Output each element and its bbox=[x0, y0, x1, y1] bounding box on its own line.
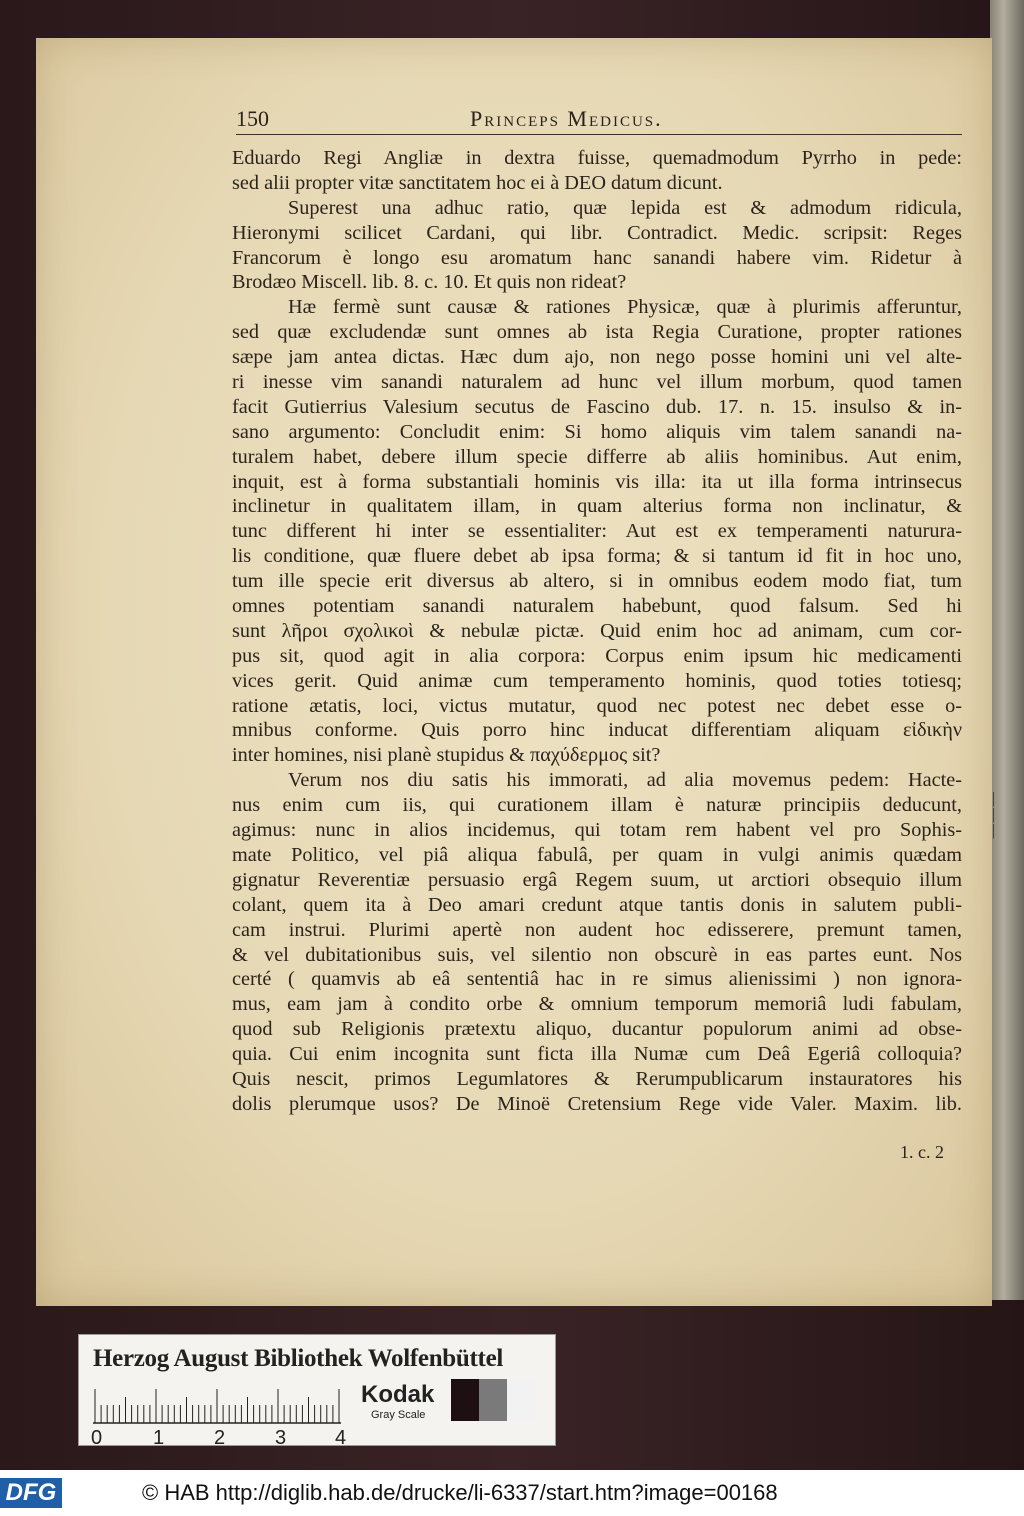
text-line: Quis nescit, primos Legumlatores & Rerumpublicarum instauratores his bbox=[232, 1067, 962, 1090]
text-line: Hæ fermè sunt causæ & rationes Physicæ, quæ à plurimis afferuntur, bbox=[288, 296, 962, 319]
running-title: Princeps Medicus. bbox=[470, 106, 663, 131]
text-line: vices gerit. Quid animæ cum temperamento hominis, quod toties totiesq; bbox=[232, 669, 962, 692]
text-line: sæpe jam antea dictas. Hæc dum ajo, non nego posse homini uni vel alte- bbox=[232, 346, 962, 369]
gray-swatch-dark bbox=[451, 1379, 479, 1421]
text-line: inquit, est à forma substantiali hominis vis illa: ita ut illa forma intrinsecus bbox=[232, 470, 962, 493]
text-line: turalem habet, debere illum specie differre ab aliis hominibus. Aut enim, bbox=[232, 445, 962, 468]
text-line: mus, eam jam à condito orbe & omnium temporum memoriâ ludi fabulam, bbox=[232, 993, 962, 1016]
footer-bar bbox=[0, 1470, 1024, 1516]
text-line: lis conditione, quæ fluere debet ab ipsa forma; & si tantum id fit in hoc uno, bbox=[232, 545, 962, 568]
text-line: Eduardo Regi Angliæ in dextra fuisse, quemadmodum Pyrrho in pede: bbox=[232, 147, 962, 169]
gray-swatch-light bbox=[507, 1379, 535, 1421]
ruler-number: 3 bbox=[275, 1427, 287, 1449]
ruler-number: 0 bbox=[91, 1427, 103, 1449]
text-line: Superest una adhuc ratio, quæ lepida est & admodum ridicula, bbox=[288, 196, 962, 219]
book-cover-edge bbox=[990, 0, 1024, 1300]
page-number: 150 bbox=[236, 106, 269, 131]
grayscale-label: Gray Scale bbox=[371, 1409, 426, 1421]
copyright-text: © HAB http://diglib.hab.de/drucke/li-6337/start.htm?image=00168 bbox=[142, 1480, 778, 1505]
text-line: gignatur Reverentiæ persuasio ergâ Regem suum, ut arctiori obsequio illum bbox=[232, 868, 962, 891]
text-line: sed alii propter vitæ sanctitatem hoc ei à DEO datum dicunt. bbox=[232, 171, 723, 194]
text-line: sano argumento: Concludit enim: Si homo aliquis vim talem sanandi na- bbox=[232, 420, 962, 443]
kodak-label: Kodak bbox=[361, 1381, 435, 1408]
text-line: dolis plerumque usos? De Minoë Cretensium Rege vide Valer. Maxim. lib. bbox=[232, 1092, 962, 1115]
ruler-number: 2 bbox=[214, 1427, 226, 1449]
text-line: Hieronymi scilicet Cardani, qui libr. Contradict. Medic. scripsit: Reges bbox=[232, 221, 962, 244]
ruler-number: 4 bbox=[335, 1427, 347, 1449]
target-title: Herzog August Bibliothek Wolfenbüttel bbox=[93, 1345, 504, 1372]
text-line: tunc different hi inter se essentialiter: Aut est ex temperamenti naturura- bbox=[232, 520, 962, 543]
catchword: 1. c. 2 bbox=[900, 1142, 944, 1162]
text-line: sunt λῆροι σχολικοὶ & nebulæ pictæ. Quid enim hoc ad animam, cum cor- bbox=[232, 619, 962, 642]
text-line: agimus: nunc in alios incidemus, qui totam rem habent vel pro Sophis- bbox=[232, 819, 962, 842]
text-line: Verum nos diu satis his immorati, ad alia movemus pedem: Hacte- bbox=[288, 769, 962, 792]
text-line: sed quæ excludendæ sunt omnes ab ista Regia Curatione, propter rationes bbox=[232, 321, 962, 344]
text-line: Brodæo Miscell. lib. 8. c. 10. Et quis non rideat? bbox=[232, 271, 627, 294]
text-line: cam instrui. Plurimi apertè non audent hoc edisserere, premunt tamen, bbox=[232, 918, 962, 941]
text-line: ratione ætatis, loci, victus mutatur, quod nec potest nec debet esse o- bbox=[232, 694, 962, 717]
ruler-number: 1 bbox=[153, 1427, 165, 1449]
text-line: Francorum è longo esu aromatum hanc sanandi habere vim. Ridetur à bbox=[232, 246, 962, 269]
text-line: nus enim cum iis, qui curationem illam è naturæ principiis deducunt, bbox=[232, 794, 962, 817]
text-line: pus sit, quod agit in alia corpora: Corpus enim ipsum hic medicamenti bbox=[232, 644, 962, 667]
page-header bbox=[236, 104, 962, 135]
text-line: quod sub Religionis prætextu aliquo, ducantur populorum animi ad obse- bbox=[232, 1018, 962, 1041]
gray-swatch-mid bbox=[479, 1379, 507, 1421]
calibration-target bbox=[78, 1334, 556, 1449]
text-line: ri inesse vim sanandi naturalem ad hunc vel illum morbum, quod tamen bbox=[232, 371, 962, 394]
text-line: inter homines, nisi planè stupidus & παχύδερμος sit? bbox=[232, 744, 661, 767]
text-line: tum ille specie erit diversus ab altero, si in omnibus eodem modo fiat, tum bbox=[232, 570, 962, 593]
text-line: omnes potentiam sanandi naturalem habebunt, quod falsum. Sed hi bbox=[232, 595, 962, 618]
text-line: quia. Cui enim incognita sunt ficta illa Numæ cum Deâ Egeriâ colloquia? bbox=[232, 1043, 962, 1066]
text-line: mate Politico, vel piâ aliqua fabulâ, per quam in vulgi animis quædam bbox=[232, 843, 962, 866]
text-line: inclinetur in qualitatem illam, in quam alterius forma non inclinatur, & bbox=[232, 495, 962, 518]
text-line: colant, quem ita à Deo amari credunt atque tantis donis in salutem publi- bbox=[232, 893, 962, 916]
margin-marks: | | | bbox=[992, 790, 996, 839]
text-line: mnibus conforme. Quis porro hinc inducat differentiam aliquam εἰδικὴν bbox=[232, 719, 962, 742]
dfg-logo: DFG bbox=[0, 1478, 62, 1508]
text-line: & vel dubitationibus suis, vel silentio non obscurè in eas partes eunt. Nos bbox=[232, 943, 962, 966]
ruler-scale bbox=[93, 1385, 343, 1425]
text-line: facit Gutierrius Valesium secutus de Fascino dub. 17. n. 15. insulso & in- bbox=[232, 395, 962, 418]
body-text bbox=[232, 146, 962, 1117]
text-line: certé ( quamvis ab eâ sententiâ hac in re simus alienissimi ) non ignora- bbox=[232, 968, 962, 991]
